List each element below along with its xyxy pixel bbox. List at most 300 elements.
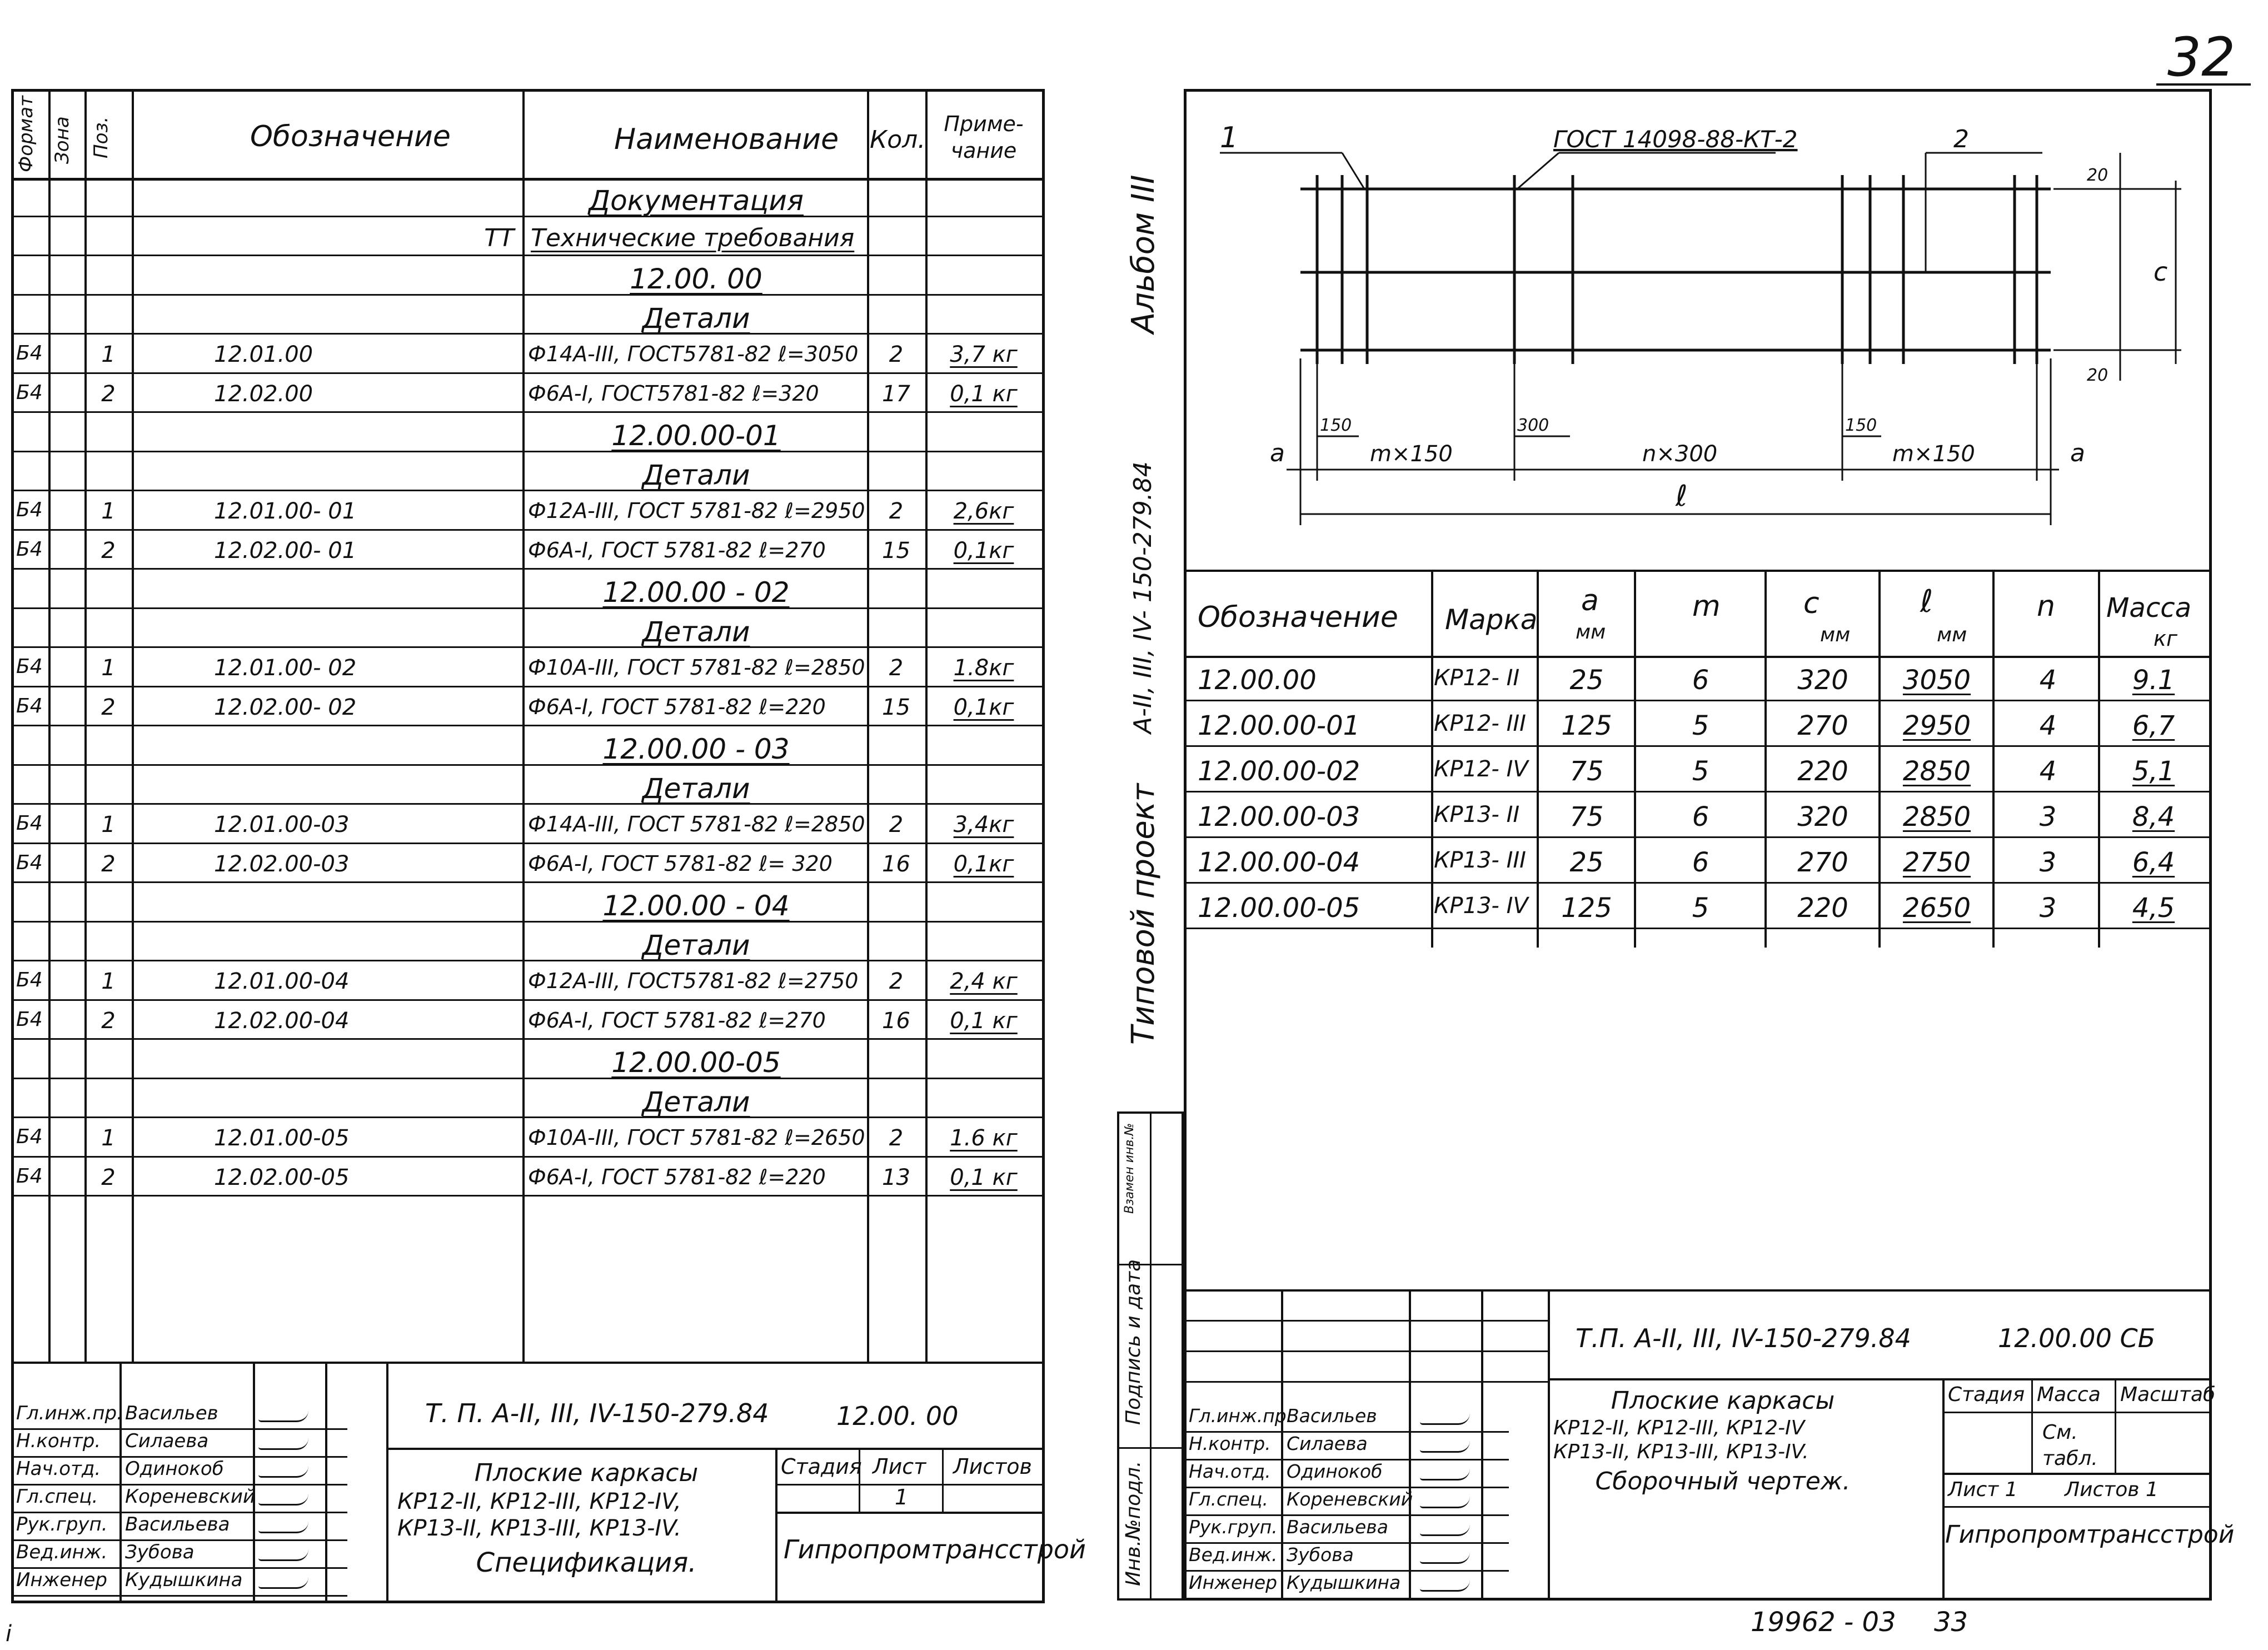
- marks-cell-a: 25: [1569, 665, 1604, 696]
- stamp-signature: [258, 1410, 308, 1422]
- binding-divider: [1119, 1447, 1182, 1449]
- spec-pos: 1: [101, 969, 116, 994]
- marks-cell-mass: 5,1: [2132, 756, 2175, 787]
- marks-row: [1187, 838, 2209, 884]
- stamp-divider: [386, 1448, 1042, 1450]
- stamp-col: [1548, 1289, 1550, 1598]
- spec-note: 0,1кг: [953, 851, 1014, 877]
- dim-300-label: 300: [1517, 416, 1549, 435]
- footer-page: 33: [1934, 1607, 1968, 1638]
- stamp-project: Т.П. А-II, III, IV-150-279.84: [1576, 1323, 1911, 1353]
- marks-cell-mass: 6,7: [2132, 710, 2175, 741]
- marks-cell-c: 220: [1797, 756, 1848, 787]
- spec-qty: 2: [889, 969, 904, 994]
- dim-c-label: c: [2154, 257, 2168, 287]
- marks-cell-des: 12.00.00-03: [1198, 801, 1360, 833]
- spec-qty: 16: [882, 1008, 910, 1034]
- stamp-doc-type: Сборочный чертеж.: [1595, 1467, 1851, 1496]
- stamp-person-role: Н.контр.: [16, 1430, 101, 1452]
- spec-row: [14, 961, 1042, 1001]
- spec-header-designation: Обозначение: [250, 120, 451, 153]
- stamp-person-name: Одинокоб: [125, 1458, 224, 1480]
- stamp-row: [1187, 1381, 1548, 1383]
- stamp-title: [1553, 1387, 1892, 1497]
- marks-header-mark: Марка: [1445, 604, 1538, 636]
- stamp-person-name: Силаева: [1287, 1433, 1368, 1454]
- stamp-signature: [1420, 1524, 1470, 1536]
- spec-name: Детали: [642, 1085, 750, 1118]
- spec-row: [14, 178, 1042, 217]
- stamp-signature: [258, 1466, 308, 1478]
- marks-cell-m: 5: [1692, 756, 1709, 787]
- stamp-person-role: Вед.инж.: [16, 1541, 108, 1563]
- stamp-person-name: Зубова: [1287, 1544, 1354, 1566]
- stamp-title-line: КР13-II, КР13-III, КР13-IV.: [397, 1515, 681, 1541]
- stamp-person-role: Нач.отд.: [1189, 1460, 1271, 1482]
- page-number: 32: [2167, 26, 2236, 88]
- stamp-person-name: Одинокоб: [1287, 1460, 1383, 1482]
- callout-gost-label: ГОСТ 14098-88-КТ-2: [1553, 126, 1798, 153]
- stamp-person-role: Гл.спец.: [16, 1486, 98, 1508]
- marks-cell-a: 25: [1569, 847, 1604, 878]
- binding-divider: [1150, 1114, 1152, 1598]
- spec-note: 3,4кг: [953, 812, 1014, 838]
- marks-header-m: m: [1692, 590, 1721, 623]
- spec-designation: 12.02.00-05: [214, 1164, 350, 1190]
- spec-name: Ф6А-I, ГОСТ 5781-82 ℓ=270: [528, 537, 826, 562]
- spec-row: [14, 452, 1042, 492]
- stamp-signature: [1420, 1469, 1470, 1480]
- spec-format: Б4: [16, 851, 43, 874]
- stamp-col: [1409, 1289, 1411, 1598]
- stamp-signature: [1420, 1580, 1470, 1592]
- spec-row: [14, 491, 1042, 531]
- spec-designation: 12.01.00- 02: [214, 655, 357, 681]
- stamp-signature: [258, 1438, 308, 1450]
- spec-name: Технические требования: [531, 223, 855, 252]
- stamp-signature: [1420, 1497, 1470, 1508]
- callout-1-label: 1: [1220, 121, 1239, 154]
- spec-qty: 2: [889, 655, 904, 681]
- binding-series: А-II, III, IV- 150-279.84: [1129, 461, 1157, 734]
- spec-header: [14, 92, 1042, 181]
- stamp-divider: [775, 1448, 777, 1601]
- spec-format: Б4: [16, 694, 43, 717]
- binding-block: [1117, 1111, 1184, 1601]
- spec-name: Ф6А-I, ГОСТ 5781-82 ℓ= 320: [528, 851, 833, 876]
- spec-name: Ф6А-I, ГОСТ 5781-82 ℓ=220: [528, 694, 826, 719]
- stamp-col: [1481, 1289, 1483, 1598]
- stamp-person-name: Силаева: [125, 1430, 209, 1452]
- stamp-left-col: [253, 1362, 255, 1601]
- spec-name: Ф14А-III, ГОСТ 5781-82 ℓ=2850: [528, 812, 865, 836]
- marks-cell-n: 4: [2039, 665, 2057, 696]
- stamp-divider: [775, 1484, 1042, 1486]
- spec-note: 2,4 кг: [950, 969, 1018, 994]
- spec-name: Ф6А-I, ГОСТ 5781-82 ℓ=270: [528, 1008, 826, 1033]
- marks-header-mass: Масса: [2106, 592, 2192, 624]
- stamp-sheet-value: 1: [895, 1485, 909, 1509]
- spec-row: [14, 883, 1042, 923]
- spec-designation: 12.01.00-03: [214, 812, 350, 838]
- marks-cell-c: 270: [1797, 710, 1848, 741]
- binding-album: Альбом III: [1125, 175, 1162, 333]
- spec-row: [14, 1158, 1042, 1197]
- spec-row: [14, 1001, 1042, 1040]
- spec-note: 1.6 кг: [950, 1125, 1018, 1151]
- marks-cell-n: 3: [2039, 893, 2057, 924]
- dim-150-right-label: 150: [1845, 416, 1877, 435]
- stamp-mass-label: Масса: [2037, 1383, 2101, 1406]
- spec-note: 0,1 кг: [950, 1008, 1018, 1034]
- spec-qty: 16: [882, 851, 910, 877]
- spec-name: Ф6А-I, ГОСТ5781-82 ℓ=320: [528, 381, 819, 406]
- spec-note: 0,1 кг: [950, 1164, 1018, 1190]
- spec-row: [14, 923, 1042, 962]
- marks-row: [1187, 656, 2209, 701]
- stamp-person-line: [14, 1595, 347, 1597]
- spec-name: Детали: [642, 615, 750, 648]
- spec-format: Б4: [16, 1125, 43, 1148]
- spec-pos: 2: [101, 851, 116, 877]
- spec-pos: 2: [101, 1164, 116, 1190]
- spec-row: [14, 687, 1042, 727]
- drawing-sheet: [1184, 89, 2235, 1601]
- binding-sign-label: Подпись и дата: [1122, 1259, 1145, 1425]
- spec-designation: 12.01.00-05: [214, 1125, 350, 1151]
- dim-20-bot-label: 20: [2087, 366, 2109, 385]
- spec-row: [14, 1079, 1042, 1119]
- dim-m150-right-label: m×150: [1892, 441, 1975, 467]
- stamp-person-name: Кудышкина: [125, 1569, 243, 1591]
- marks-cell-mass: 9.1: [2132, 665, 2175, 696]
- marks-row: [1187, 701, 2209, 747]
- spec-row: [14, 413, 1042, 452]
- spec-header-note: Приме- чание: [944, 112, 1024, 163]
- stamp-person-role: Вед.инж.: [1189, 1544, 1278, 1566]
- spec-name: Ф6А-I, ГОСТ 5781-82 ℓ=220: [528, 1164, 826, 1189]
- marks-cell-a: 75: [1569, 801, 1604, 833]
- spec-row: [14, 217, 1042, 257]
- spec-header-format: Формат: [15, 96, 37, 172]
- spec-row: [14, 531, 1042, 570]
- stamp-col: [1281, 1289, 1283, 1598]
- spec-name: 12.00.00-05: [611, 1046, 781, 1079]
- stamp-project: Т. П. А-II, III, IV-150-279.84: [425, 1398, 769, 1428]
- binding-replace-label: Взамен инв.№: [1123, 1123, 1137, 1214]
- page-number-underline: [2156, 83, 2251, 86]
- stamp-title-line: КР12-II, КР12-III, КР12-IV,: [397, 1488, 681, 1514]
- spec-note: 3,7 кг: [950, 342, 1018, 367]
- marks-cell-mark: КР13- IV: [1434, 893, 1528, 919]
- spec-row: [14, 570, 1042, 609]
- marks-cell-a: 125: [1561, 710, 1612, 741]
- marks-cell-mass: 4,5: [2132, 893, 2175, 924]
- spec-note: 0,1 кг: [950, 381, 1018, 407]
- stamp-divider: [1548, 1378, 2209, 1380]
- stamp-person-role: Гл.инж.пр.: [16, 1402, 123, 1424]
- spec-format: Б4: [16, 655, 43, 678]
- stamp-person-role: Рук.груп.: [16, 1513, 108, 1536]
- spec-designation: 12.02.00- 01: [214, 537, 357, 564]
- spec-header-zone: Зона: [51, 116, 73, 164]
- stamp-person-name: Васильев: [1287, 1405, 1377, 1427]
- marks-cell-mark: КР13- II: [1434, 802, 1520, 828]
- binding-project-type: Типовой проект: [1125, 783, 1162, 1045]
- stamp-person-name: Васильева: [125, 1513, 230, 1536]
- spec-name: Ф14А-III, ГОСТ5781-82 ℓ=3050: [528, 342, 859, 366]
- marks-header-c: c: [1803, 587, 1820, 620]
- marks-row: [1187, 792, 2209, 838]
- spec-name: Ф12А-III, ГОСТ 5781-82 ℓ=2950: [528, 499, 865, 523]
- stamp-sheet-label: Лист: [873, 1454, 926, 1479]
- marks-header-a: a: [1581, 584, 1599, 617]
- dim-a-right-label: a: [2070, 439, 2085, 467]
- stamp-stage-label: Стадия: [781, 1454, 862, 1479]
- stamp-person-role: Рук.груп.: [1189, 1516, 1278, 1538]
- marks-cell-n: 4: [2039, 710, 2057, 741]
- spec-designation: 12.02.00-04: [214, 1008, 350, 1034]
- spec-pos: 2: [101, 381, 116, 407]
- spec-name: Детали: [642, 302, 750, 335]
- marks-cell-m: 6: [1692, 801, 1709, 833]
- marks-cell-l: 2850: [1902, 801, 1971, 833]
- stamp-signature: [258, 1549, 308, 1561]
- stamp-divider: [859, 1448, 860, 1512]
- stamp-divider: [775, 1512, 1042, 1514]
- spec-qty: 2: [889, 342, 904, 367]
- spec-row: [14, 1118, 1042, 1158]
- stamp-divider: [1942, 1412, 2209, 1413]
- marks-table: [1187, 570, 2209, 948]
- stamp-row: [1187, 1320, 1548, 1322]
- stamp-title: [397, 1459, 775, 1579]
- spec-qty: 15: [882, 537, 910, 564]
- stamp-signature: [258, 1494, 308, 1506]
- marks-cell-des: 12.00.00: [1198, 665, 1317, 696]
- stamp-signature: [1420, 1441, 1470, 1453]
- stamp-signature: [1420, 1552, 1470, 1564]
- marks-header-l: ℓ: [1920, 584, 1933, 620]
- spec-designation: 12.01.00: [214, 342, 313, 367]
- marks-header-c-unit: мм: [1820, 624, 1851, 646]
- spec-qty: 2: [889, 812, 904, 838]
- stamp-divider: [1942, 1506, 2209, 1508]
- spec-row: [14, 374, 1042, 413]
- stamp-doc-type: Спецификация.: [476, 1547, 697, 1578]
- spec-qty: 2: [889, 1125, 904, 1151]
- spec-name: Ф12А-III, ГОСТ5781-82 ℓ=2750: [528, 969, 859, 993]
- dim-20-top-label: 20: [2087, 166, 2109, 185]
- marks-cell-des: 12.00.00-02: [1198, 756, 1360, 787]
- side-mark: i: [6, 1621, 12, 1647]
- marks-row: [1187, 747, 2209, 792]
- spec-qty: 17: [882, 381, 910, 407]
- spec-pos: 1: [101, 655, 116, 681]
- spec-name: 12.00.00-01: [611, 420, 781, 452]
- spec-row: [14, 1040, 1042, 1079]
- callout-gost-leader: [1517, 153, 1559, 189]
- stamp-title-line: КР12-II, КР12-III, КР12-IV: [1553, 1416, 1805, 1439]
- spec-row: [14, 296, 1042, 335]
- stamp-person-name: Кудышкина: [1287, 1572, 1401, 1593]
- stamp-person-name: Васильева: [1287, 1516, 1388, 1538]
- marks-cell-mark: КР12- III: [1434, 711, 1526, 736]
- marks-cell-c: 220: [1797, 893, 1848, 924]
- stamp-person-name: Зубова: [125, 1541, 195, 1563]
- marks-cell-c: 320: [1797, 801, 1848, 833]
- marks-cell-mass: 6,4: [2132, 847, 2175, 878]
- marks-cell-c: 270: [1797, 847, 1848, 878]
- spec-format: Б4: [16, 1008, 43, 1031]
- spec-name: 12.00.00 - 04: [602, 890, 790, 922]
- spec-designation: 12.01.00-04: [214, 969, 350, 994]
- marks-header-mass-unit: кг: [2154, 626, 2177, 651]
- spec-pos: 2: [101, 537, 116, 564]
- stamp-code: 12.00.00 СБ: [1998, 1323, 2156, 1353]
- spec-qty: 13: [882, 1164, 910, 1190]
- spec-name: Документация: [589, 185, 804, 217]
- spec-name: Детали: [642, 929, 750, 961]
- dim-n300-label: n×300: [1642, 441, 1718, 467]
- spec-header-qty: Кол.: [870, 126, 926, 154]
- spec-designation: 12.02.00: [214, 381, 313, 407]
- marks-cell-l: 2950: [1902, 710, 1971, 741]
- stamp-top-line: [14, 1362, 1042, 1364]
- spec-note: 1.8кг: [953, 655, 1014, 681]
- stamp-person-role: Нач.отд.: [16, 1458, 101, 1480]
- stamp-title-line: Плоские каркасы: [474, 1459, 699, 1487]
- spec-format: Б4: [16, 537, 43, 561]
- stamp-person-role: Инженер: [1189, 1572, 1278, 1593]
- stamp-person-role: Гл.инж.пр.: [1189, 1405, 1293, 1427]
- stamp-person-role: Гл.спец.: [1189, 1488, 1268, 1510]
- dim-m150-left-label: m×150: [1370, 441, 1453, 467]
- stamp-row: [1187, 1350, 1548, 1352]
- marks-cell-mark: КР12- IV: [1434, 756, 1528, 782]
- spec-format: Б4: [16, 381, 43, 404]
- stamp-sheets-text: Листов 1: [2065, 1478, 2159, 1501]
- stamp-person-name: Васильев: [125, 1402, 218, 1424]
- frame-drawing: [1187, 92, 2209, 575]
- spec-format: Б4: [16, 1164, 43, 1188]
- stamp-divider: [2115, 1378, 2116, 1473]
- marks-cell-des: 12.00.00-01: [1198, 710, 1360, 741]
- binding-inv-label: Инв.№подл.: [1122, 1460, 1145, 1586]
- marks-cell-l: 2750: [1902, 847, 1971, 878]
- stamp-org: Гипропромтрансстрой: [1945, 1521, 2235, 1549]
- stamp-scale-label: Масштаб: [2120, 1383, 2216, 1406]
- marks-cell-a: 125: [1561, 893, 1612, 924]
- marks-cell-des: 12.00.00-05: [1198, 893, 1360, 924]
- marks-header-des: Обозначение: [1198, 601, 1398, 634]
- marks-cell-a: 75: [1569, 756, 1604, 787]
- spec-row: [14, 766, 1042, 805]
- dim-150-left-label: 150: [1320, 416, 1352, 435]
- marks-header-a-unit: мм: [1576, 621, 1606, 644]
- stamp-person-name: Кореневский: [1287, 1488, 1413, 1510]
- stamp-person-role: Н.контр.: [1189, 1433, 1271, 1454]
- spec-designation: 12.02.00-03: [214, 851, 350, 877]
- marks-cell-c: 320: [1797, 665, 1848, 696]
- spec-name: Детали: [642, 458, 750, 491]
- spec-note: 0,1кг: [953, 537, 1014, 564]
- spec-name: Ф10А-III, ГОСТ 5781-82 ℓ=2650: [528, 1125, 865, 1150]
- spec-qty: 2: [889, 499, 904, 524]
- spec-designation: 12.01.00- 01: [214, 499, 357, 524]
- spec-row: [14, 256, 1042, 296]
- spec-pos: 2: [101, 694, 116, 720]
- stamp-sheets-label: Листов: [953, 1454, 1032, 1479]
- spec-name: Детали: [642, 772, 750, 805]
- marks-cell-m: 6: [1692, 847, 1709, 878]
- spec-row: [14, 726, 1042, 766]
- spec-row: [14, 335, 1042, 374]
- marks-cell-l: 2650: [1902, 893, 1971, 924]
- spec-sheet: [11, 89, 1086, 1603]
- stamp-code: 12.00. 00: [836, 1401, 959, 1431]
- stamp-title-line: КР13-II, КР13-III, КР13-IV.: [1553, 1440, 1809, 1463]
- spec-format: Б4: [16, 499, 43, 521]
- marks-cell-n: 3: [2039, 847, 2057, 878]
- stamp-sheet-text: Лист 1: [1948, 1478, 2018, 1501]
- spec-qty: 15: [882, 694, 910, 720]
- spec-row: [14, 844, 1042, 884]
- stamp-divider: [2031, 1378, 2033, 1473]
- callout-1-leader: [1342, 153, 1364, 189]
- dim-l-label: ℓ: [1676, 480, 1688, 513]
- spec-row: [14, 609, 1042, 649]
- marks-cell-l: 3050: [1902, 665, 1971, 696]
- spec-pos: 1: [101, 342, 116, 367]
- spec-designation: 12.02.00- 02: [214, 694, 357, 720]
- spec-name: Ф10А-III, ГОСТ 5781-82 ℓ=2850: [528, 655, 865, 680]
- stamp-divider: [942, 1448, 944, 1512]
- marks-cell-m: 6: [1692, 665, 1709, 696]
- marks-header-n: n: [2037, 590, 2055, 623]
- spec-row: [14, 648, 1042, 687]
- footer-code: 19962 - 03: [1751, 1607, 1896, 1638]
- dim-a-left-label: a: [1270, 439, 1285, 467]
- marks-cell-des: 12.00.00-04: [1198, 847, 1360, 878]
- spec-note: 0,1кг: [953, 694, 1014, 720]
- stamp-signature: [1420, 1413, 1470, 1425]
- marks-cell-n: 4: [2039, 756, 2057, 787]
- stamp-left-col: [119, 1362, 122, 1601]
- spec-row: [14, 805, 1042, 844]
- spec-pos: 1: [101, 499, 116, 524]
- stamp-person-name: Кореневский: [125, 1486, 256, 1508]
- marks-cell-mark: КР12- II: [1434, 665, 1520, 691]
- stamp-mass-value: См. табл.: [2042, 1421, 2098, 1470]
- marks-header-l-unit: мм: [1937, 624, 1967, 646]
- marks-cell-n: 3: [2039, 801, 2057, 833]
- spec-format: Б4: [16, 812, 43, 835]
- spec-designation: ТТ: [484, 223, 514, 252]
- stamp-title-line: Плоские каркасы: [1611, 1387, 1835, 1415]
- marks-cell-m: 5: [1692, 893, 1709, 924]
- stamp-org: Гипропромтрансстрой: [784, 1534, 1086, 1564]
- spec-format: Б4: [16, 342, 43, 365]
- spec-name: 12.00.00 - 02: [602, 576, 790, 609]
- spec-note: 2,6кг: [953, 499, 1014, 524]
- marks-row: [1187, 884, 2209, 929]
- marks-cell-mass: 8,4: [2132, 801, 2175, 833]
- spec-name: 12.00.00 - 03: [602, 733, 790, 765]
- spec-header-name: Наименование: [614, 123, 839, 156]
- stamp-divider: [1942, 1473, 2209, 1475]
- stamp-person-role: Инженер: [16, 1569, 107, 1591]
